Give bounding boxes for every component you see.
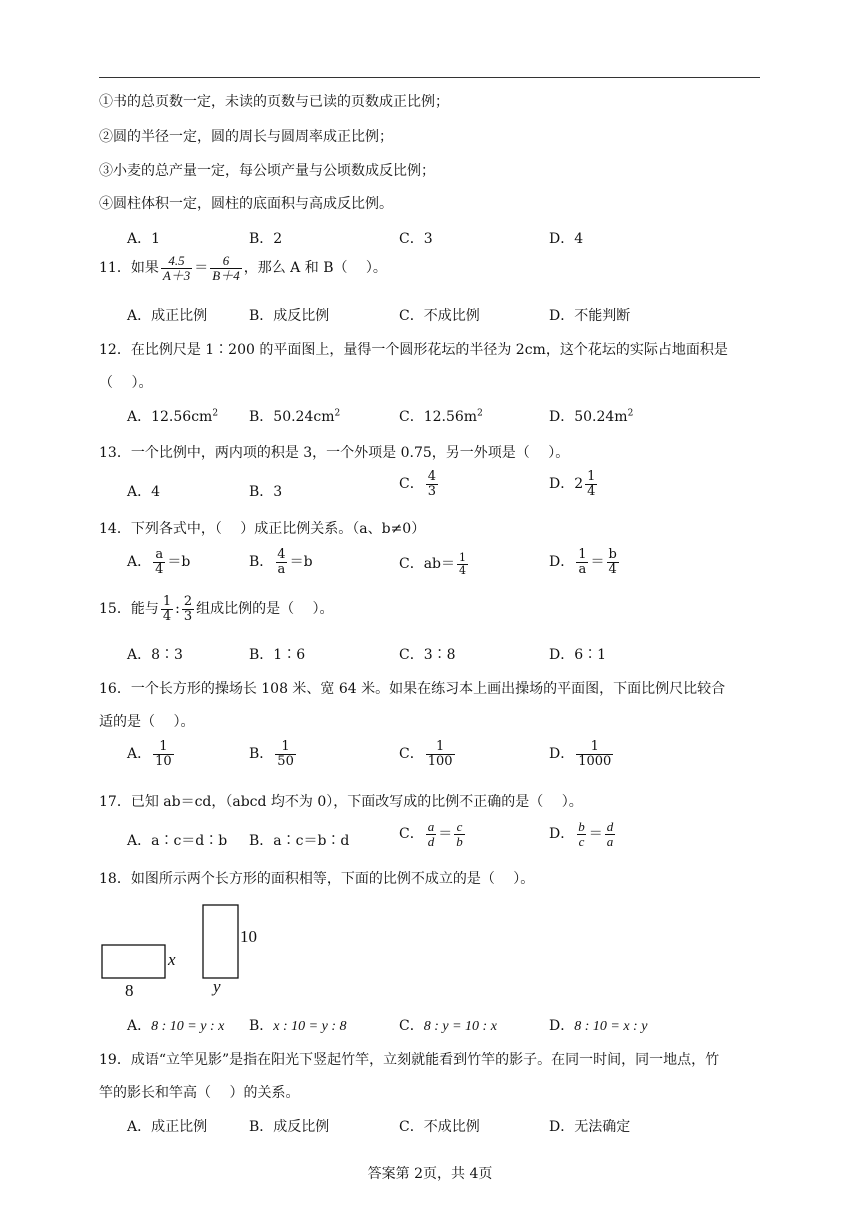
q18-option-b: B．x : 10 = y : 8: [249, 1018, 347, 1034]
q14-option-d: D． $\frac{1}{a}$ ＝ $\frac{b}{4}$: [549, 547, 617, 577]
q19-option-d: D．无法确定: [549, 1119, 631, 1135]
q19-option-b: B．成反比例: [249, 1119, 330, 1135]
statement-1: ①书的总页数一定，未读的页数与已读的页数成正比例；: [99, 94, 449, 110]
q17-option-a: A．a∶c＝d∶b: [127, 833, 228, 849]
rect1-width-label: 8: [125, 981, 134, 1000]
question-16-line-1: 16．一个长方形的操场长 108 米、宽 64 米。如果在练习本上画出操场的平面图，下面比例尺比较合: [99, 681, 726, 697]
q14-option-b: B． $\frac{4}{a}$ ＝b: [249, 547, 313, 577]
rect1-height-label: x: [168, 950, 176, 969]
question-19-line-1: 19．成语“立竿见影”是指在阳光下竖起竹竿，立刻就能看到竹竿的影子。在同一时间，同一地点，竹: [99, 1052, 720, 1068]
q12-option-a: A．$12.56cm^2$: [127, 408, 219, 425]
q11-option-d: D．不能判断: [549, 308, 631, 324]
q11-option-a: A．成正比例: [127, 308, 208, 324]
q15-option-b: B．1∶6: [249, 647, 306, 663]
question-19-line-2: 竿的影长和竿高（ ）的关系。: [99, 1085, 300, 1101]
q12-option-c: C．$12.56m^2$: [399, 408, 483, 425]
rectangles-figure: [95, 898, 275, 1003]
q10-option-c: C．3: [399, 231, 433, 247]
q11-option-c: C．不成比例: [399, 308, 480, 324]
question-14: 14．下列各式中，（ ）成正比例关系。（a、b≠0）: [99, 521, 426, 537]
rectangle-1: [102, 945, 165, 978]
q16-option-d: D． $\frac{1}{1000}$: [549, 739, 612, 769]
q14-option-c: C．ab＝ $\frac{1}{4}$: [399, 551, 467, 577]
q14-option-a: A． $\frac{a}{4}$ ＝b: [127, 547, 191, 577]
question-17: 17．已知 ab＝cd，（abcd 均不为 0），下面改写成的比例不正确的是（ ）。: [99, 794, 583, 810]
q19-option-c: C．不成比例: [399, 1119, 480, 1135]
q18-option-c: C．8 : y = 10 : x: [399, 1018, 497, 1034]
header-rule: [99, 77, 760, 78]
q15-option-d: D．6∶1: [549, 647, 607, 663]
page-footer: 答案第 2页，共 4页: [367, 1166, 493, 1182]
rect2-height-label: 10: [240, 927, 257, 946]
q11-option-b: B．成反比例: [249, 308, 330, 324]
statement-2: ②圆的半径一定，圆的周长与圆周率成正比例；: [99, 129, 393, 145]
q13-option-a: A．4: [127, 484, 161, 500]
q10-option-d: D．4: [549, 231, 584, 247]
rectangle-2: [203, 905, 238, 978]
q19-option-a: A．成正比例: [127, 1119, 208, 1135]
q10-option-a: A．1: [127, 231, 161, 247]
q17-option-b: B．a∶c＝b∶d: [249, 833, 350, 849]
question-15: 15．能与 $\frac{1}{4}$ : $\frac{2}{3}$ 组成比例的是（ ）。: [99, 594, 334, 624]
question-13: 13．一个比例中，两内项的积是 3，一个外项是 0.75，另一外项是（ ）。: [99, 445, 570, 461]
q13-option-d: D． 2 $\frac{1}{4}$: [549, 469, 596, 499]
q15-option-a: A．8∶3: [127, 647, 183, 663]
question-12-line-1: 12．在比例尺是 1∶200 的平面图上，量得一个圆形花坛的半径为 2cm，这个花坛的实际占地面积是: [99, 342, 728, 358]
q10-option-b: B．2: [249, 231, 283, 247]
q16-option-c: C． $\frac{1}{100}$: [399, 739, 453, 769]
q18-option-d: D．8 : 10 = x : y: [549, 1018, 648, 1034]
statement-4: ④圆柱体积一定，圆柱的底面积与高成反比例。: [99, 196, 393, 212]
q17-option-c: C． $\frac{a}{d}$ ＝ $\frac{c}{b}$: [399, 819, 463, 849]
question-12-line-2: （ ）。: [99, 375, 153, 391]
q16-option-b: B． $\frac{1}{50}$: [249, 739, 294, 769]
q18-option-a: A．8 : 10 = y : x: [127, 1018, 225, 1034]
q12-option-b: B．$50.24cm^2$: [249, 408, 341, 425]
question-11: 11．如果 $\frac{4.5}{A+3}$ ＝ $\frac{6}{B+4}$ ，那么 A 和 B（ ）。: [99, 253, 387, 283]
q13-option-c: C． $\frac{4}{3}$: [399, 469, 436, 499]
q12-option-d: D．$50.24m^2$: [549, 408, 634, 425]
q16-option-a: A． $\frac{1}{10}$: [127, 739, 172, 769]
question-18: 18．如图所示两个长方形的面积相等，下面的比例不成立的是（ ）。: [99, 871, 535, 887]
question-16-line-2: 适的是（ ）。: [99, 714, 195, 730]
rect2-width-label: y: [213, 977, 221, 996]
q15-option-c: C．3∶8: [399, 647, 456, 663]
q13-option-b: B．3: [249, 484, 283, 500]
statement-3: ③小麦的总产量一定，每公顷产量与公顷数成反比例；: [99, 163, 435, 179]
q17-option-d: D． $\frac{b}{c}$ ＝ $\frac{d}{a}$: [549, 819, 614, 849]
